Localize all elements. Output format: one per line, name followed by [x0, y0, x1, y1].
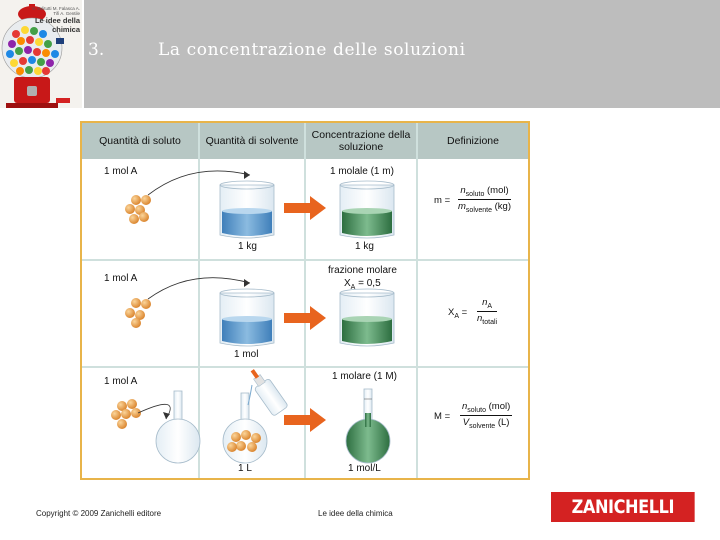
copyright-text: Copyright © 2009 Zanichelli editore: [36, 509, 162, 518]
formula-molality-lhs: m =: [434, 195, 451, 206]
header-solute: Quantità di soluto: [82, 123, 198, 159]
solute-label-row1: 1 mol A: [104, 166, 138, 177]
orange-arrow-row1: [284, 196, 326, 220]
particles-row1: [125, 195, 151, 224]
concentration-bottom-row1: 1 kg: [355, 241, 374, 252]
formula-molarity-lhs: M =: [434, 411, 451, 422]
cover-title-line2: chimica: [52, 25, 80, 34]
cover-authors: V. Valitutti M. Falasca A. Tifi A. Gentile: [31, 6, 80, 16]
solute-label-row2: 1 mol A: [104, 273, 138, 284]
solvent-label-row2: 1 mol: [234, 349, 259, 360]
formula-molar-fraction-lhs: $X_A$ =: [448, 307, 468, 320]
concentration-top-row3: 1 molare (1 M): [332, 371, 398, 382]
concentration-table: [80, 121, 530, 480]
formula-molarity-fraction: $n_{soluto}$ (mol) $V_{solvente}$ (L): [462, 401, 511, 430]
orange-arrow-row2: [284, 306, 326, 330]
beaker-water-row1: [220, 181, 274, 238]
flask-empty-row3: [156, 391, 200, 463]
cover-title-line1: Le idee della: [34, 16, 80, 25]
solvent-label-row1: 1 kg: [238, 241, 257, 252]
concentration-eq-row2: $X_A = 0,5$: [344, 278, 381, 291]
beaker-water-row2: [220, 289, 274, 346]
flask-with-particles-row3: [223, 393, 267, 463]
header-definition: Definizione: [418, 123, 528, 159]
solvent-label-row3: 1 L: [238, 463, 252, 474]
orange-arrow-row3: [284, 408, 326, 432]
slide-title: La concentrazione delle soluzioni: [158, 40, 466, 60]
particles-row3: [111, 399, 141, 429]
header-solvent: Quantità di solvente: [200, 123, 304, 159]
header-concentration: Concentrazione della soluzione: [306, 123, 416, 159]
concentration-top-row1: 1 molale (1 m): [330, 166, 394, 177]
beaker-solution-row1: [340, 181, 394, 238]
flask-solution-row3: [346, 389, 390, 463]
cover-text-block: [30, 6, 80, 34]
formula-molar-fraction-fraction: $n_A$ $n_{totali}$: [477, 297, 498, 326]
beaker-solution-row2: [340, 289, 394, 346]
concentration-bottom-row3: 1 mol/L: [348, 463, 381, 474]
formula-molality-fraction: $n_{soluto}$ (mol) $m_{solvente}$ (kg): [458, 185, 512, 214]
zanichelli-logo: ZANICHELLI: [551, 492, 695, 522]
solute-label-row3: 1 mol A: [104, 376, 138, 387]
book-title-footer: Le idee della chimica: [318, 509, 393, 518]
slide-number: 3.: [88, 40, 105, 60]
book-cover-image: [0, 0, 84, 108]
particles-row2: [125, 298, 151, 328]
concentration-top-row2: frazione molare: [328, 265, 397, 276]
